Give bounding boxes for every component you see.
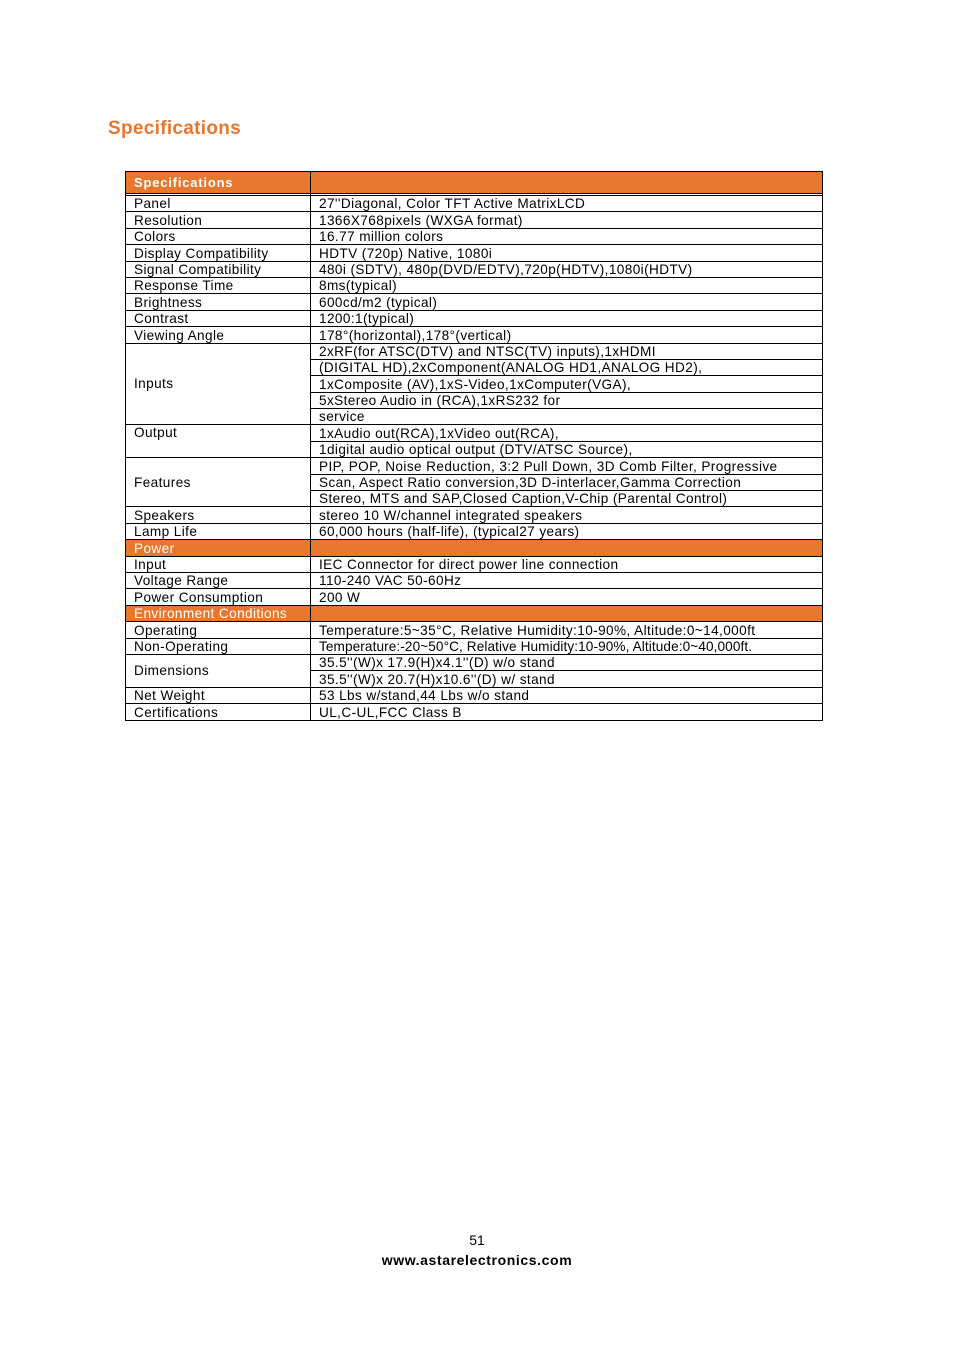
- spec-value-line: 2xRF(for ATSC(DTV) and NTSC(TV) inputs),1xHDMI: [311, 343, 823, 359]
- spec-value: 480i (SDTV), 480p(DVD/EDTV),720p(HDTV),1080i(HDTV): [311, 261, 823, 277]
- table-row: [126, 245, 823, 261]
- page-number: 51: [469, 1232, 485, 1248]
- spec-label-dimensions: Dimensions: [126, 654, 311, 687]
- spec-label: Operating: [126, 622, 311, 638]
- spec-value-line: (DIGITAL HD),2xComponent(ANALOG HD1,ANALOG HD2),: [311, 359, 823, 375]
- table-row: [126, 294, 823, 310]
- spec-value: IEC Connector for direct power line connection: [311, 556, 823, 572]
- spec-label: Contrast: [126, 310, 311, 326]
- table-row: [126, 343, 823, 359]
- table-row: [126, 458, 823, 474]
- spec-label-output: Output: [126, 425, 311, 458]
- spec-label: Display Compatibility: [126, 245, 311, 261]
- spec-value-line: 1xComposite (AV),1xS-Video,1xComputer(VGA),: [311, 376, 823, 392]
- table-row: [126, 523, 823, 539]
- spec-label: Input: [126, 556, 311, 572]
- table-row: [126, 425, 823, 441]
- table-row: [126, 556, 823, 572]
- table-row: [126, 196, 823, 212]
- table-row: [126, 212, 823, 228]
- spec-value: 600cd/m2 (typical): [311, 294, 823, 310]
- spec-value-line: PIP, POP, Noise Reduction, 3:2 Pull Down, 3D Comb Filter, Progressive: [311, 458, 823, 474]
- spec-value: Temperature:5~35°C, Relative Humidity:10-90%, Altitude:0~14,000ft: [311, 622, 823, 638]
- spec-value: 200 W: [311, 589, 823, 605]
- table-header-value: [311, 172, 823, 194]
- table-row: [126, 277, 823, 293]
- spec-value: 53 Lbs w/stand,44 Lbs w/o stand: [311, 687, 823, 703]
- section-title: Power: [126, 540, 311, 556]
- spec-value: Temperature:-20~50°C, Relative Humidity:10-90%, Altitude:0~40,000ft.: [311, 638, 823, 654]
- spec-value: 16.77 million colors: [311, 228, 823, 244]
- spec-value: 110-240 VAC 50-60Hz: [311, 572, 823, 588]
- spec-value: 60,000 hours (half-life), (typical27 years): [311, 523, 823, 539]
- table-row: [126, 589, 823, 605]
- table-row: [126, 228, 823, 244]
- section-header-power: [126, 540, 823, 556]
- spec-value-line: Stereo, MTS and SAP,Closed Caption,V-Chip (Parental Control): [311, 491, 823, 507]
- section-title: Environment Conditions: [126, 605, 311, 621]
- spec-value-line: 35.5''(W)x 20.7(H)x10.6''(D) w/ stand: [311, 671, 823, 687]
- spec-label: Power Consumption: [126, 589, 311, 605]
- table-row: [126, 310, 823, 326]
- spec-value: stereo 10 W/channel integrated speakers: [311, 507, 823, 523]
- spec-value-line: 5xStereo Audio in (RCA),1xRS232 for: [311, 392, 823, 408]
- spec-value: 178°(horizontal),178°(vertical): [311, 327, 823, 343]
- spec-value: HDTV (720p) Native, 1080i: [311, 245, 823, 261]
- table-row: [126, 704, 823, 720]
- spec-value-line: 1xAudio out(RCA),1xVideo out(RCA),: [311, 425, 823, 441]
- footer-url: www.astarelectronics.com: [381, 1252, 573, 1268]
- spec-label: Net Weight: [126, 687, 311, 703]
- spec-label: Certifications: [126, 704, 311, 720]
- spec-value-line: 1digital audio optical output (DTV/ATSC Source),: [311, 441, 823, 457]
- spec-label: Non-Operating: [126, 638, 311, 654]
- spec-label: Viewing Angle: [126, 327, 311, 343]
- section-header-environment: [126, 605, 823, 621]
- table-header-label: Specifications: [126, 172, 311, 194]
- table-row: [126, 572, 823, 588]
- spec-label-inputs: Inputs: [126, 343, 311, 425]
- spec-label: Response Time: [126, 277, 311, 293]
- spec-label: Voltage Range: [126, 572, 311, 588]
- spec-label: Brightness: [126, 294, 311, 310]
- table-header-row: [126, 172, 823, 194]
- table-row: [126, 507, 823, 523]
- spec-label-features: Features: [126, 458, 311, 507]
- spec-value: 8ms(typical): [311, 277, 823, 293]
- spec-value: 27''Diagonal, Color TFT Active MatrixLCD: [311, 196, 823, 212]
- table-row: [126, 654, 823, 670]
- table-row: [126, 638, 823, 654]
- spec-label: Speakers: [126, 507, 311, 523]
- spec-label: Lamp Life: [126, 523, 311, 539]
- spec-value-line: Scan, Aspect Ratio conversion,3D D-interlacer,Gamma Correction: [311, 474, 823, 490]
- table-row: [126, 261, 823, 277]
- spec-label: Signal Compatibility: [126, 261, 311, 277]
- spec-value-line: 35.5''(W)x 17.9(H)x4.1''(D) w/o stand: [311, 654, 823, 670]
- spec-value: 1366X768pixels (WXGA format): [311, 212, 823, 228]
- spec-value: UL,C-UL,FCC Class B: [311, 704, 823, 720]
- spec-label: Colors: [126, 228, 311, 244]
- spec-value-line: service: [311, 409, 823, 425]
- table-row: [126, 687, 823, 703]
- spec-label: Resolution: [126, 212, 311, 228]
- specifications-table: [125, 171, 823, 721]
- page-title: Specifications: [108, 118, 242, 139]
- table-row: [126, 327, 823, 343]
- spec-value: 1200:1(typical): [311, 310, 823, 326]
- spec-label: Panel: [126, 196, 311, 212]
- table-row: [126, 622, 823, 638]
